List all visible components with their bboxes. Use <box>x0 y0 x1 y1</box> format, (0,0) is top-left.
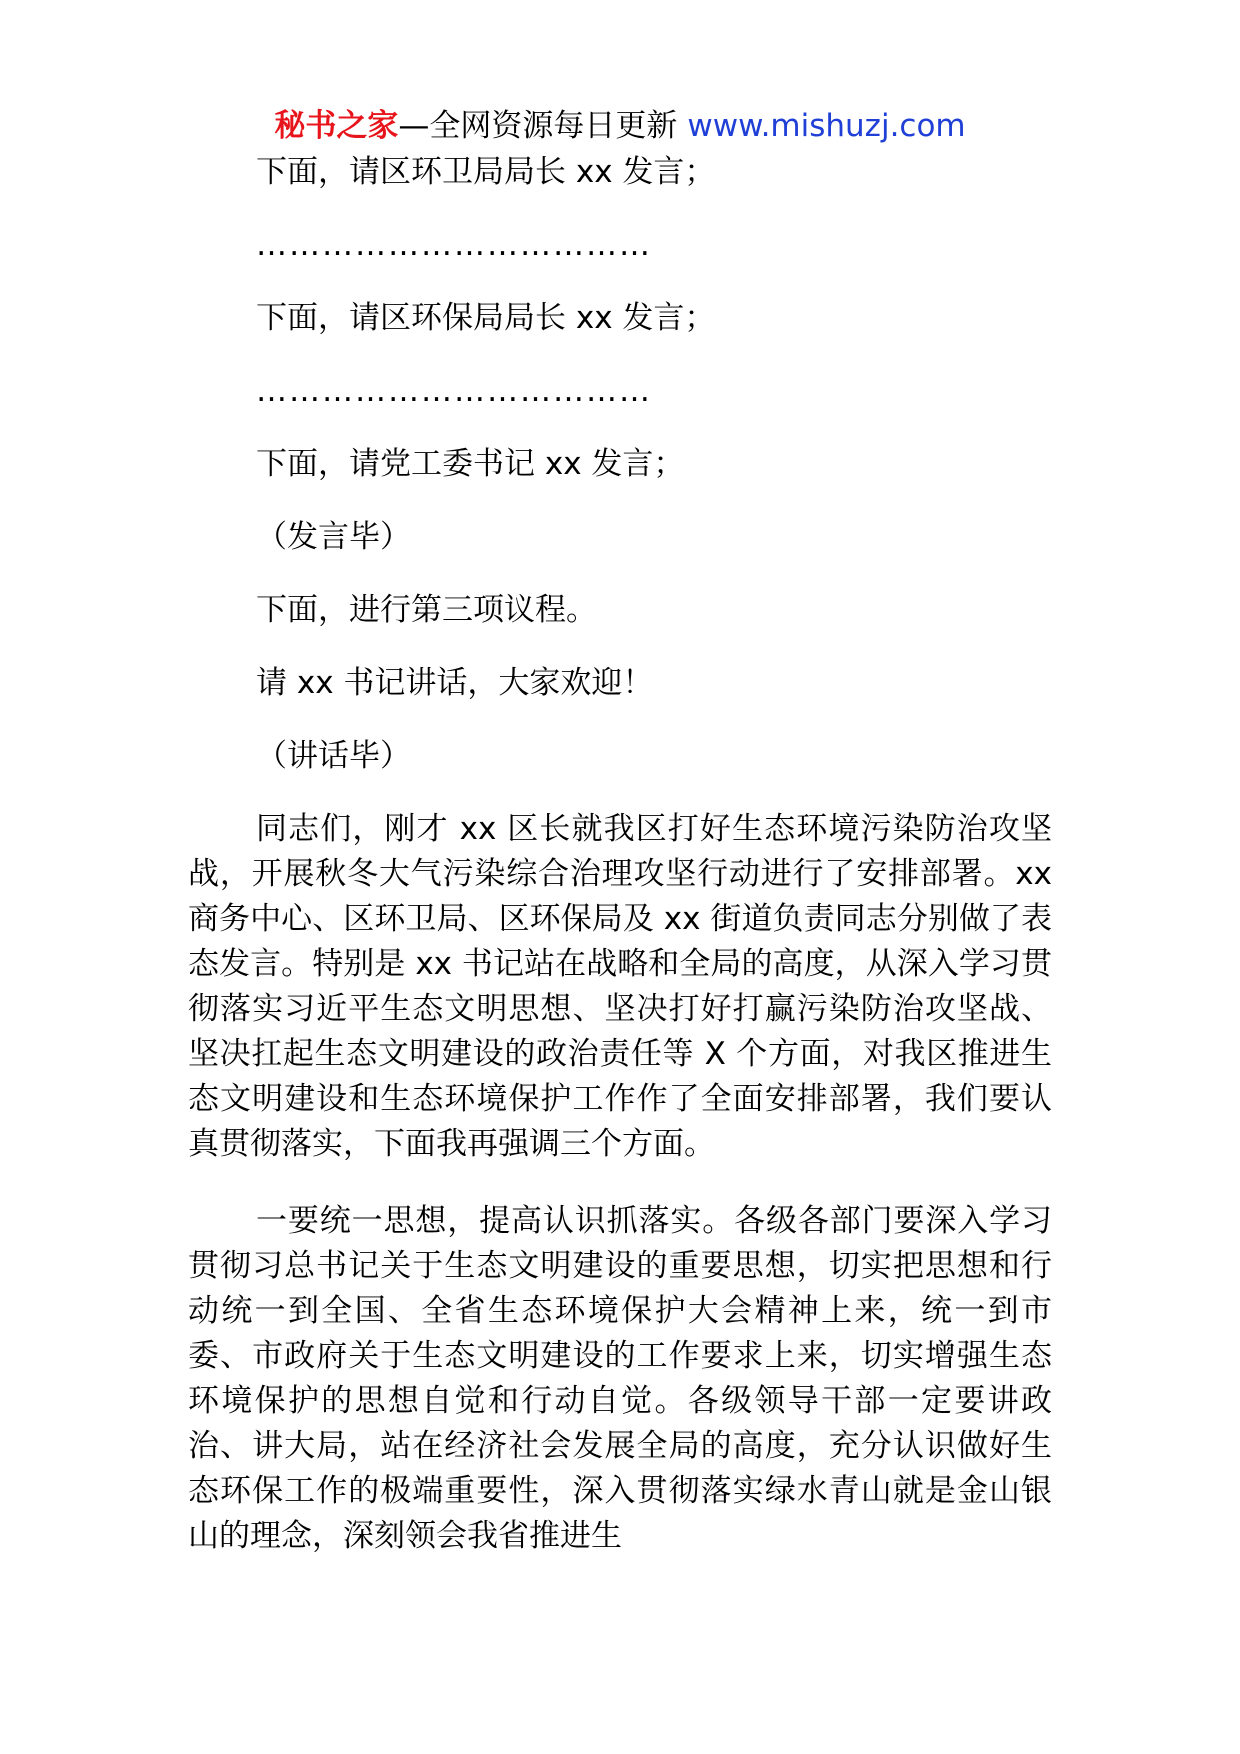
body-paragraph: 同志们，刚才 xx 区长就我区打好生态环境污染防治攻坚战，开展秋冬大气污染综合治理攻坚行动进行了安排部署。xx 商务中心、区环卫局、区环保局及 xx 街道负责同志分别做了表态发言。特别是 xx 书记站在战略和全局的高度，从深入学习贯彻落实习近平生态文明思想、坚决打好打赢污染防治攻坚战、坚决扛起生态文明建设的政治责任等 X 个方面，对我区推进生态文明建设和生态环境保护工作作了全面安排部署，我们要认真贯彻落实，下面我再强调三个方面。 <box>188 811 1052 1162</box>
stage-note: （发言毕） <box>256 519 411 555</box>
speech-line: 下面，进行第三项议程。 <box>256 592 597 628</box>
speech-line: 请 xx 书记讲话，大家欢迎！ <box>256 665 654 701</box>
speech-line: 下面，请区环卫局局长 xx 发言； <box>256 154 716 190</box>
document-body <box>188 150 1052 1591</box>
site-link[interactable]: www.mishuzj.com <box>687 108 966 144</box>
body-paragraph: 一要统一思想，提高认识抓落实。各级各部门要深入学习贯彻习总书记关于生态文明建设的重要思想，切实把思想和行动统一到全国、全省生态环境保护大会精神上来，统一到市委、市政府关于生态文明建设的工作要求上来，切实增强生态环境保护的思想自觉和行动自觉。各级领导干部一定要讲政治、讲大局，站在经济社会发展全局的高度，充分认识做好生态环保工作的极端重要性，深入贯彻落实绿水青山就是金山银山的理念，深刻领会我省推进生 <box>188 1203 1052 1554</box>
ellipsis-line: ……………………………… <box>256 227 652 263</box>
ellipsis-line: ……………………………… <box>256 373 652 409</box>
page-header <box>0 104 1240 148</box>
stage-note: （讲话毕） <box>256 738 411 774</box>
header-tagline: —全网资源每日更新 <box>398 108 678 144</box>
speech-line: 下面，请党工委书记 xx 发言； <box>256 446 685 482</box>
speech-line: 下面，请区环保局局长 xx 发言； <box>256 300 716 336</box>
brand-name: 秘书之家 <box>274 108 399 144</box>
